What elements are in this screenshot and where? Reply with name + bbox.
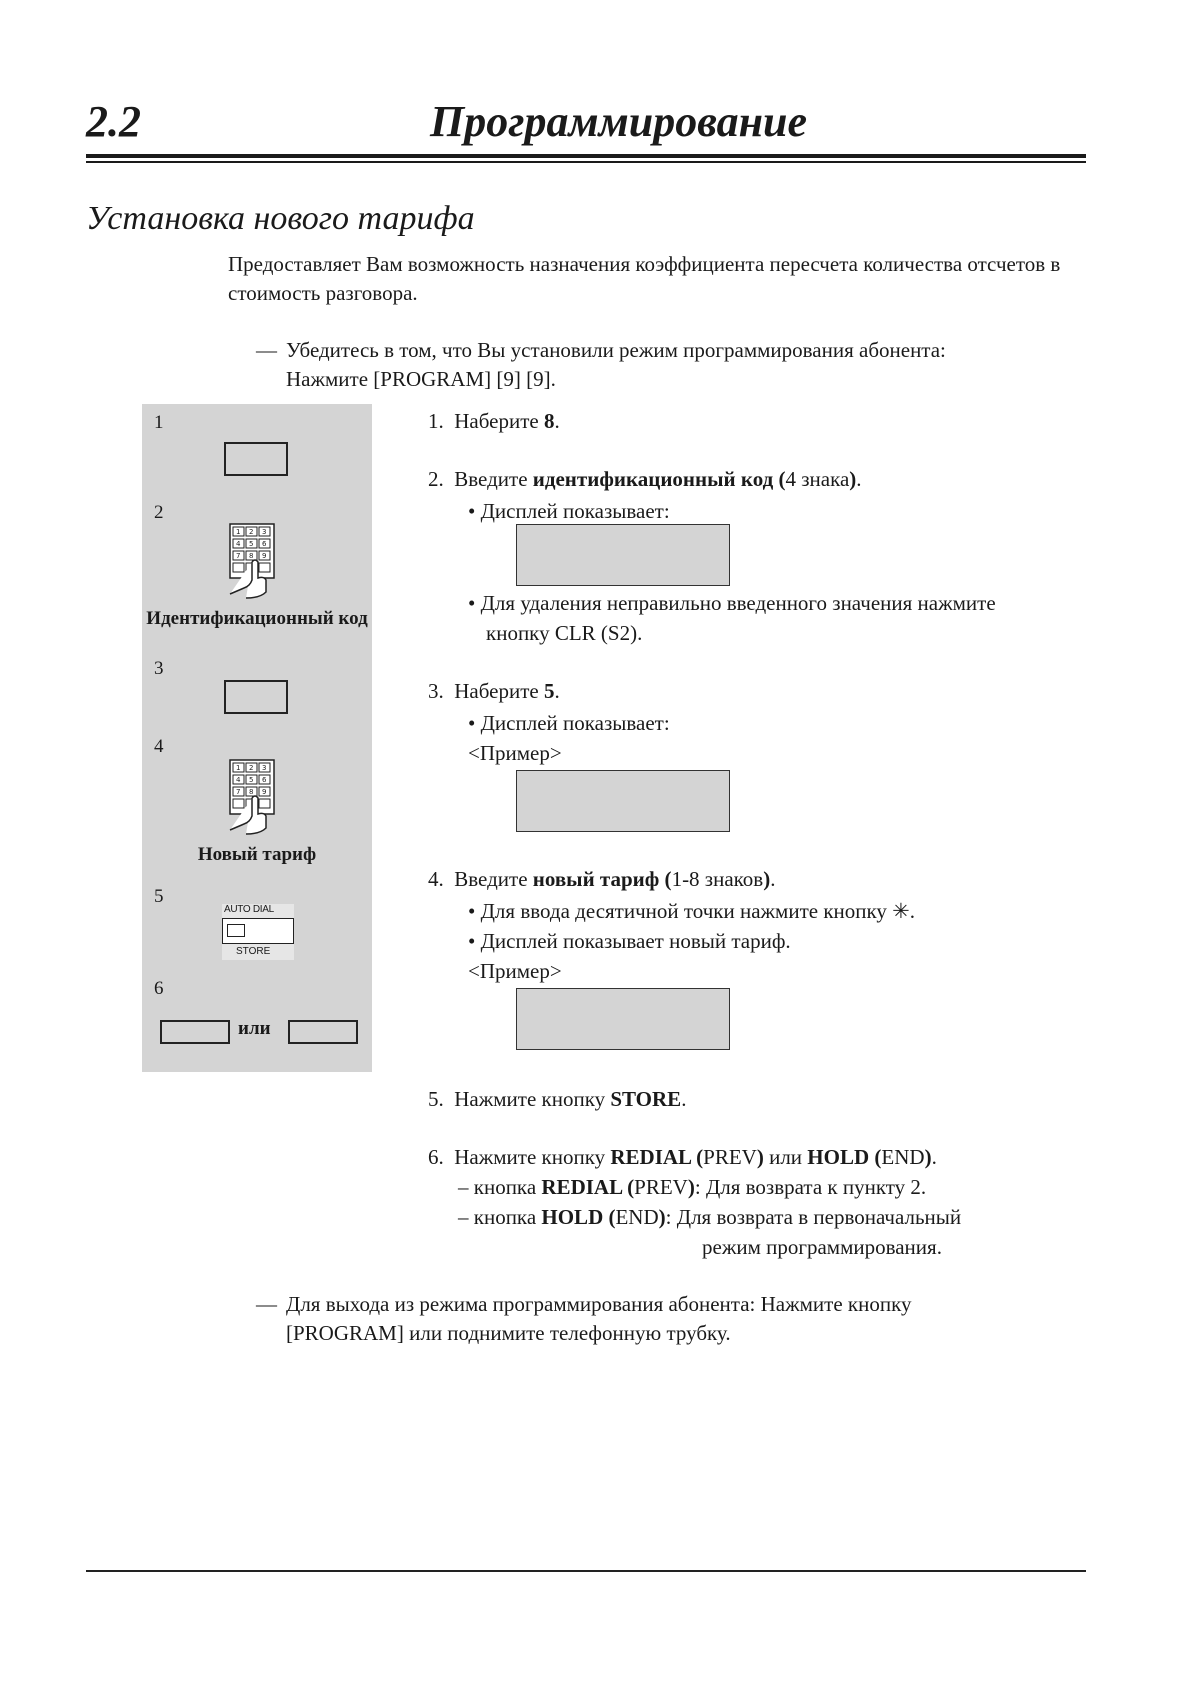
bullet-text: Дисплей показывает: bbox=[480, 711, 670, 735]
step-bold: идентификационный код ( bbox=[532, 467, 786, 491]
step-tail: . bbox=[554, 679, 560, 703]
led-icon bbox=[227, 924, 245, 937]
step-bold: HOLD ( bbox=[807, 1145, 882, 1169]
lcd-display bbox=[516, 524, 730, 586]
step-bold: REDIAL ( bbox=[610, 1145, 704, 1169]
svg-text:7: 7 bbox=[236, 552, 241, 560]
autodial-button-body bbox=[222, 918, 294, 944]
step-mid: END bbox=[881, 1145, 925, 1169]
step-bold: ) bbox=[924, 1145, 932, 1169]
bullet: • bbox=[468, 499, 476, 523]
svg-text:8: 8 bbox=[249, 788, 254, 796]
step-or: или bbox=[763, 1145, 808, 1169]
step-2 bbox=[428, 464, 862, 494]
note-line: Убедитесь в том, что Вы установили режим программирования абонента: bbox=[286, 338, 946, 362]
step-mid: 4 знака bbox=[785, 467, 850, 491]
note-dash: – кнопка bbox=[458, 1175, 542, 1199]
svg-text:2: 2 bbox=[249, 764, 254, 772]
svg-text:3: 3 bbox=[262, 528, 267, 536]
step-4-bullet-1 bbox=[468, 896, 915, 926]
step-2-bullet-2-cont: кнопку CLR (S2). bbox=[486, 621, 643, 645]
svg-text:7: 7 bbox=[236, 788, 241, 796]
example-label: <Пример> bbox=[468, 741, 562, 765]
bullet: • bbox=[468, 899, 476, 923]
svg-text:6: 6 bbox=[262, 776, 267, 784]
step-bold: новый тариф ( bbox=[532, 867, 672, 891]
step-bold: ) bbox=[756, 1145, 764, 1169]
step-mid: 1-8 знаков bbox=[671, 867, 764, 891]
step-4-bullet-2 bbox=[468, 926, 791, 956]
step-bold: ) bbox=[849, 467, 857, 491]
header-rule-thick bbox=[86, 154, 1086, 158]
keypad-icon bbox=[224, 522, 286, 602]
svg-text:1: 1 bbox=[236, 764, 241, 772]
step-text: Нажмите кнопку bbox=[454, 1145, 611, 1169]
lcd-display bbox=[516, 770, 730, 832]
svg-text:2: 2 bbox=[249, 528, 254, 536]
section-title: Программирование bbox=[430, 97, 808, 146]
note-dash: – кнопка bbox=[458, 1205, 542, 1229]
step-tail: : Для возврата в первоначальный bbox=[665, 1205, 962, 1229]
bullet-text: Для удаления неправильно введенного значения нажмите bbox=[480, 591, 996, 615]
or-label: или bbox=[238, 1018, 271, 1039]
keypad-icon bbox=[224, 758, 286, 838]
svg-text:4: 4 bbox=[236, 540, 241, 548]
bullet-text: Дисплей показывает: bbox=[480, 499, 670, 523]
lcd-display bbox=[516, 988, 730, 1050]
bullet: • bbox=[468, 591, 476, 615]
step-mid: PREV bbox=[703, 1145, 757, 1169]
step-tail: . bbox=[554, 409, 560, 433]
step-mid: PREV bbox=[634, 1175, 688, 1199]
step-number: 4. bbox=[428, 867, 444, 891]
store-label: STORE bbox=[236, 946, 271, 957]
step-2-bullet-2 bbox=[468, 588, 996, 618]
panel-step-number: 2 bbox=[154, 502, 164, 523]
svg-text:4: 4 bbox=[236, 776, 241, 784]
key-icon bbox=[224, 680, 288, 714]
step-number: 2. bbox=[428, 467, 444, 491]
bullet: • bbox=[468, 929, 476, 953]
step-6-hold-note bbox=[458, 1202, 961, 1232]
step-tail: . bbox=[681, 1087, 687, 1111]
autodial-store-key-icon bbox=[222, 904, 294, 960]
step-6 bbox=[428, 1142, 937, 1172]
panel-step-number: 6 bbox=[154, 978, 164, 999]
step-bold: STORE bbox=[610, 1087, 682, 1111]
step-text: Введите bbox=[454, 867, 533, 891]
panel-step-number: 4 bbox=[154, 736, 164, 757]
step-number: 3. bbox=[428, 679, 444, 703]
note-line: Для выхода из режима программирования абонента: Нажмите кнопку bbox=[286, 1292, 912, 1316]
step-bold: ) bbox=[658, 1205, 666, 1229]
header-rule-thin bbox=[86, 161, 1086, 163]
bullet-text: Для ввода десятичной точки нажмите кнопку ✳. bbox=[480, 899, 916, 923]
step-number: 5. bbox=[428, 1087, 444, 1111]
intro-paragraph: Предоставляет Вам возможность назначения коэффициента пересчета количества отсчетов в стоимость разговора. bbox=[228, 252, 1061, 305]
svg-text:9: 9 bbox=[262, 552, 267, 560]
step-6-redial-note bbox=[458, 1172, 926, 1202]
svg-text:6: 6 bbox=[262, 540, 267, 548]
svg-text:5: 5 bbox=[249, 540, 254, 548]
autodial-label: AUTO DIAL bbox=[224, 904, 274, 915]
step-tail: : Для возврата к пункту 2. bbox=[694, 1175, 927, 1199]
section-number: 2.2 bbox=[86, 97, 141, 146]
step-3-bullet-1 bbox=[468, 708, 670, 738]
bullet: • bbox=[468, 711, 476, 735]
svg-text:8: 8 bbox=[249, 552, 254, 560]
procedure-panel bbox=[142, 404, 372, 1072]
step-5 bbox=[428, 1084, 686, 1114]
bullet-text: Дисплей показывает новый тариф. bbox=[480, 929, 791, 953]
page-subtitle: Установка нового тарифа bbox=[86, 200, 475, 237]
step-text: Нажмите кнопку bbox=[454, 1087, 611, 1111]
panel-step-number: 3 bbox=[154, 658, 164, 679]
label-new-tariff: Новый тариф bbox=[197, 844, 317, 865]
note-dash: — bbox=[256, 338, 277, 362]
svg-text:1: 1 bbox=[236, 528, 241, 536]
svg-text:9: 9 bbox=[262, 788, 267, 796]
step-bold: HOLD ( bbox=[541, 1205, 616, 1229]
step-6-hold-note-cont: режим программирования. bbox=[702, 1235, 942, 1259]
program-key-icon bbox=[224, 442, 288, 476]
step-bold: 5 bbox=[543, 679, 555, 703]
step-number: 1. bbox=[428, 409, 444, 433]
step-2-bullet-1 bbox=[468, 496, 670, 526]
note-start bbox=[256, 336, 1066, 394]
step-mid: END bbox=[615, 1205, 659, 1229]
note-dash: — bbox=[256, 1292, 277, 1316]
step-bold: 8 bbox=[543, 409, 555, 433]
hold-key-icon bbox=[288, 1020, 358, 1044]
step-bold: REDIAL ( bbox=[541, 1175, 635, 1199]
step-tail: . bbox=[856, 467, 862, 491]
footer-rule bbox=[86, 1570, 1086, 1572]
step-3 bbox=[428, 676, 560, 706]
redial-key-icon bbox=[160, 1020, 230, 1044]
step-tail: . bbox=[770, 867, 776, 891]
step-tail: . bbox=[931, 1145, 937, 1169]
example-label: <Пример> bbox=[468, 959, 562, 983]
svg-text:5: 5 bbox=[249, 776, 254, 784]
panel-step-number: 5 bbox=[154, 886, 164, 907]
step-number: 6. bbox=[428, 1145, 444, 1169]
note-line: [PROGRAM] или поднимите телефонную трубку. bbox=[286, 1321, 731, 1345]
step-bold: ) bbox=[763, 867, 771, 891]
label-id-code: Идентификационный код bbox=[146, 608, 368, 629]
step-text: Наберите bbox=[454, 409, 544, 433]
step-text: Наберите bbox=[454, 679, 544, 703]
panel-step-number: 1 bbox=[154, 412, 164, 433]
step-4 bbox=[428, 864, 775, 894]
step-bold: ) bbox=[687, 1175, 695, 1199]
step-text: Введите bbox=[454, 467, 533, 491]
note-line: Нажмите [PROGRAM] [9] [9]. bbox=[286, 367, 556, 391]
note-end bbox=[256, 1290, 1066, 1348]
svg-text:3: 3 bbox=[262, 764, 267, 772]
step-1 bbox=[428, 406, 560, 436]
